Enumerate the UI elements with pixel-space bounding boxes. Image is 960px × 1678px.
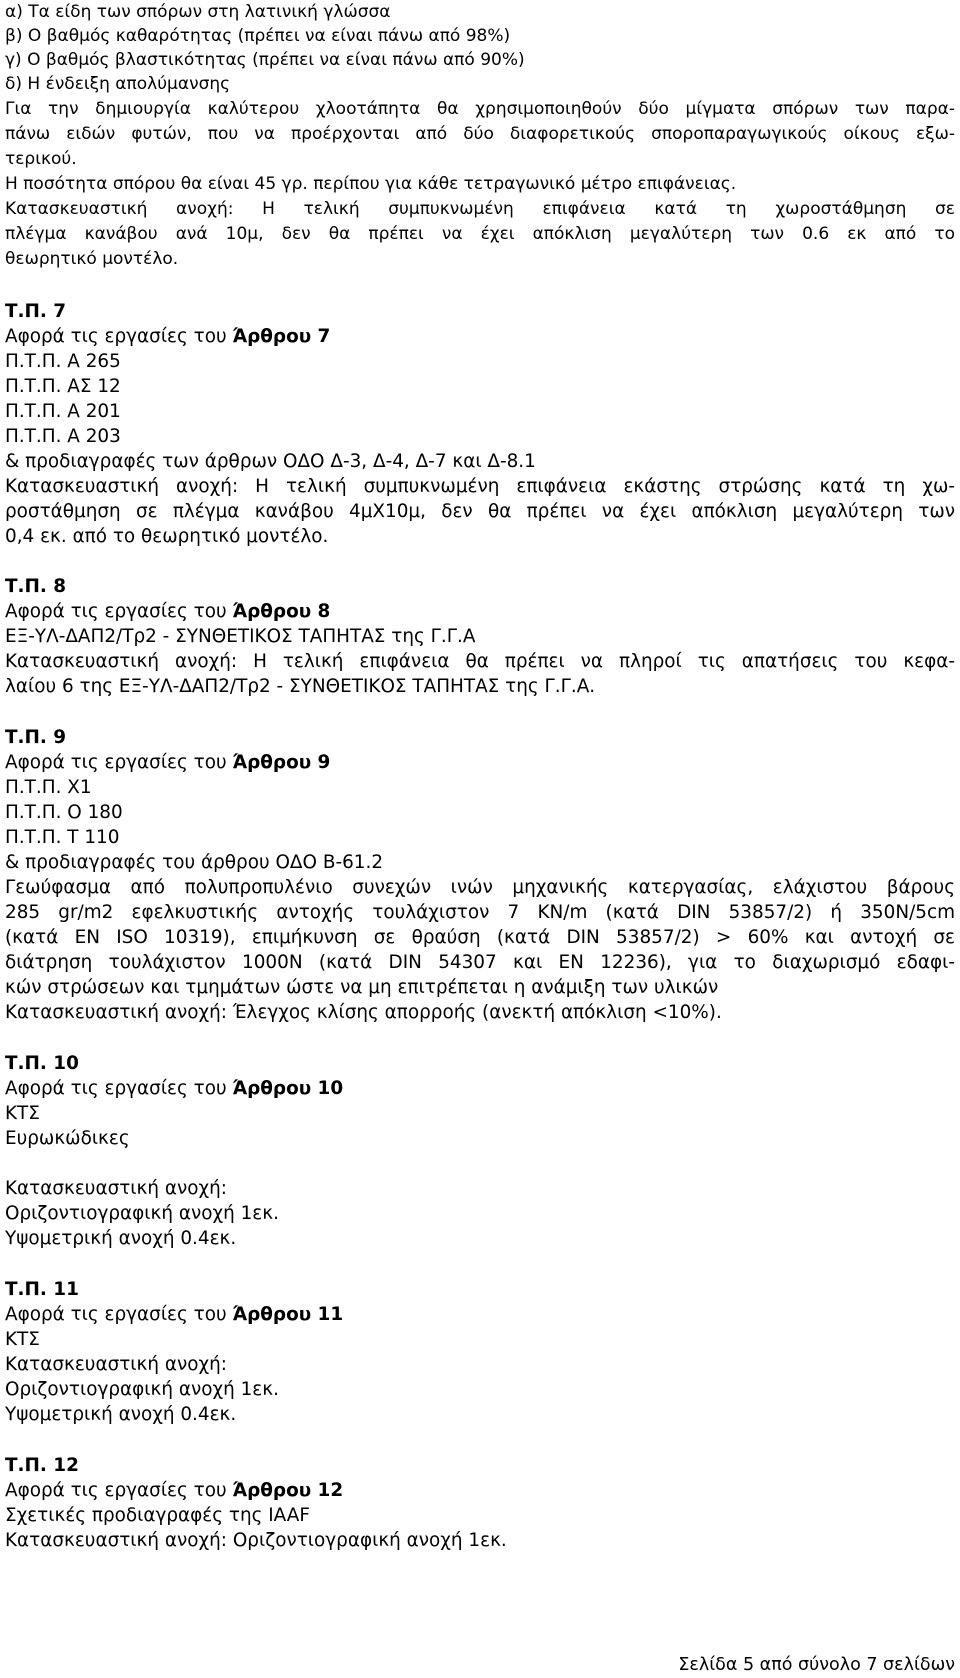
tolerance-line-3: θεωρητικό μοντέλο. <box>5 249 179 269</box>
lawn-paragraph-line-1: Για την δημιουργία καλύτερου χλοοτάπητα θα χρησιμοποιηθούν δύο μίγματα σπόρων των παρα- <box>5 99 955 119</box>
tp8-tolerance-line-1: Κατασκευαστική ανοχή: Η τελική επιφάνεια θα πρέπει να πληροί τις απατήσεις του κεφα- <box>5 651 955 672</box>
tp7-spec-1: Π.Τ.Π. Α 265 <box>5 351 121 372</box>
article-ref: Άρθρου 12 <box>232 1480 344 1501</box>
tp10-spec-2: Ευρωκώδικες <box>5 1128 130 1149</box>
tp12-tolerance: Κατασκευαστική ανοχή: Οριζοντιογραφική ανοχή 1εκ. <box>5 1530 507 1551</box>
tp7-tolerance-line-1: Κατασκευαστική ανοχή: Η τελική συμπυκνωμένη επιφάνεια εκάστης στρώσης κατά τη χω- <box>5 476 955 497</box>
tp7-spec-2: Π.Τ.Π. ΑΣ 12 <box>5 376 121 397</box>
article-ref: Άρθρου 8 <box>232 601 331 622</box>
tp7-spec-4: Π.Τ.Π. Α 203 <box>5 426 121 447</box>
tp9-geotextile-line-3: (κατά ΕΝ ISO 10319), επιμήκυνση σε θραύση (κατά DIN 53857/2) > 60% και αντοχή σε <box>5 927 955 948</box>
tp9-spec-2: Π.Τ.Π. Ο 180 <box>5 802 123 823</box>
tp9-concerns <box>5 752 955 773</box>
article-ref: Άρθρου 7 <box>232 326 331 347</box>
tp9-heading: Τ.Π. 9 <box>5 727 67 748</box>
concerns-prefix: Αφορά τις εργασίες του <box>5 1078 233 1099</box>
tp8-tolerance-line-2: λαίου 6 της ΕΞ-ΥΛ-ΔΑΠ2/Τρ2 - ΣΥΝΘΕΤΙΚΟΣ ΤΑΠΗΤΑΣ της Γ.Γ.Α. <box>5 676 596 697</box>
article-ref: Άρθρου 9 <box>232 752 331 773</box>
tp9-geotextile-line-1: Γεωύφασμα από πολυπροπυλένιο συνεχών ινών μηχανικής κατεργασίας, ελάχιστου βάρους <box>5 877 955 898</box>
tp8-spec-1: ΕΞ-ΥΛ-ΔΑΠ2/Τρ2 - ΣΥΝΘΕΤΙΚΟΣ ΤΑΠΗΤΑΣ της Γ.Γ.Α <box>5 626 476 647</box>
tp11-tolerance-horizontal: Οριζοντιογραφική ανοχή 1εκ. <box>5 1379 279 1400</box>
lawn-paragraph-line-2: πάνω ειδών φυτών, που να προέρχονται από δύο διαφορετικούς σποροπαραγωγικούς οίκους εξω- <box>5 124 955 144</box>
seed-quantity-text: Η ποσότητα σπόρου θα είναι 45 γρ. περίπου για κάθε τετραγωνικό μέτρο επιφάνειας. <box>5 174 737 194</box>
tp10-tolerance-label: Κατασκευαστική ανοχή: <box>5 1178 227 1199</box>
concerns-prefix: Αφορά τις εργασίες του <box>5 326 233 347</box>
tp10-heading: Τ.Π. 10 <box>5 1053 79 1074</box>
list-item-a: α) Τα είδη των σπόρων στη λατινική γλώσσα <box>5 2 391 22</box>
tolerance-line-2: πλέγμα κανάβου ανά 10μ, δεν θα πρέπει να έχει απόκλιση μεγαλύτερη των 0.6 εκ από το <box>5 224 955 244</box>
tp9-tolerance: Κατασκευαστική ανοχή: Έλεγχος κλίσης απορροής (ανεκτή απόκλιση <10%). <box>5 1002 722 1023</box>
concerns-prefix: Αφορά τις εργασίες του <box>5 752 233 773</box>
tp11-tolerance-vertical: Υψομετρική ανοχή 0.4εκ. <box>5 1404 237 1425</box>
list-item-d: δ) Η ένδειξη απολύμανσης <box>5 74 231 94</box>
tp7-spec-5: & προδιαγραφές των άρθρων ΟΔΟ Δ-3, Δ-4, Δ-7 και Δ-8.1 <box>5 451 536 472</box>
tp10-spec-1: ΚΤΣ <box>5 1103 40 1124</box>
tp11-heading: Τ.Π. 11 <box>5 1279 79 1300</box>
tp7-heading: Τ.Π. 7 <box>5 301 67 322</box>
tp9-spec-4: & προδιαγραφές του άρθρου ΟΔΟ Β-61.2 <box>5 852 384 873</box>
page-number-footer: Σελίδα 5 από σύνολο 7 σελίδων <box>678 1655 955 1675</box>
tp10-tolerance-horizontal: Οριζοντιογραφική ανοχή 1εκ. <box>5 1203 279 1224</box>
concerns-prefix: Αφορά τις εργασίες του <box>5 601 233 622</box>
tolerance-line-1: Κατασκευαστική ανοχή: Η τελική συμπυκνωμένη επιφάνεια κατά τη χωροστάθμηση σε <box>5 199 955 219</box>
tp12-concerns <box>5 1480 955 1501</box>
tp11-spec-1: ΚΤΣ <box>5 1329 40 1350</box>
tp7-tolerance-line-3: 0,4 εκ. από το θεωρητικό μοντέλο. <box>5 526 329 547</box>
tp12-spec-1: Σχετικές προδιαγραφές της IAAF <box>5 1505 310 1526</box>
tp7-spec-3: Π.Τ.Π. Α 201 <box>5 401 121 422</box>
tp9-spec-3: Π.Τ.Π. Τ 110 <box>5 827 120 848</box>
tp11-tolerance-label: Κατασκευαστική ανοχή: <box>5 1354 227 1375</box>
lawn-paragraph-line-3: τερικού. <box>5 149 77 169</box>
list-item-b: β) Ο βαθμός καθαρότητας (πρέπει να είναι πάνω από 98%) <box>5 26 511 46</box>
tp8-concerns <box>5 601 955 622</box>
list-item-c: γ) Ο βαθμός βλαστικότητας (πρέπει να είναι πάνω από 90%) <box>5 50 525 70</box>
tp9-geotextile-line-2: 285 gr/m2 εφελκυστικής αντοχής τουλάχιστον 7 KN/m (κατά DIN 53857/2) ή 350N/5cm <box>5 902 955 923</box>
tp9-geotextile-line-4: διάτρηση τουλάχιστον 1000Ν (κατά DIN 54307 και ΕΝ 12236), για το διαχωρισμό εδαφι- <box>5 952 955 973</box>
article-ref: Άρθρου 11 <box>232 1304 344 1325</box>
tp7-tolerance-line-2: ροστάθμηση σε πλέγμα κανάβου 4μΧ10μ, δεν θα πρέπει να έχει απόκλιση μεγαλύτερη των <box>5 501 955 522</box>
tp9-spec-1: Π.Τ.Π. Χ1 <box>5 777 92 798</box>
tp7-concerns <box>5 326 955 347</box>
tp9-geotextile-line-5: κών στρώσεων και τμημάτων ώστε να μη επιτρέπεται η ανάμιξη των υλικών <box>5 977 719 998</box>
tp11-concerns <box>5 1304 955 1325</box>
article-ref: Άρθρου 10 <box>232 1078 344 1099</box>
tp8-heading: Τ.Π. 8 <box>5 576 67 597</box>
tp10-tolerance-vertical: Υψομετρική ανοχή 0.4εκ. <box>5 1228 237 1249</box>
tp10-concerns <box>5 1078 955 1099</box>
concerns-prefix: Αφορά τις εργασίες του <box>5 1480 233 1501</box>
concerns-prefix: Αφορά τις εργασίες του <box>5 1304 233 1325</box>
tp12-heading: Τ.Π. 12 <box>5 1455 79 1476</box>
